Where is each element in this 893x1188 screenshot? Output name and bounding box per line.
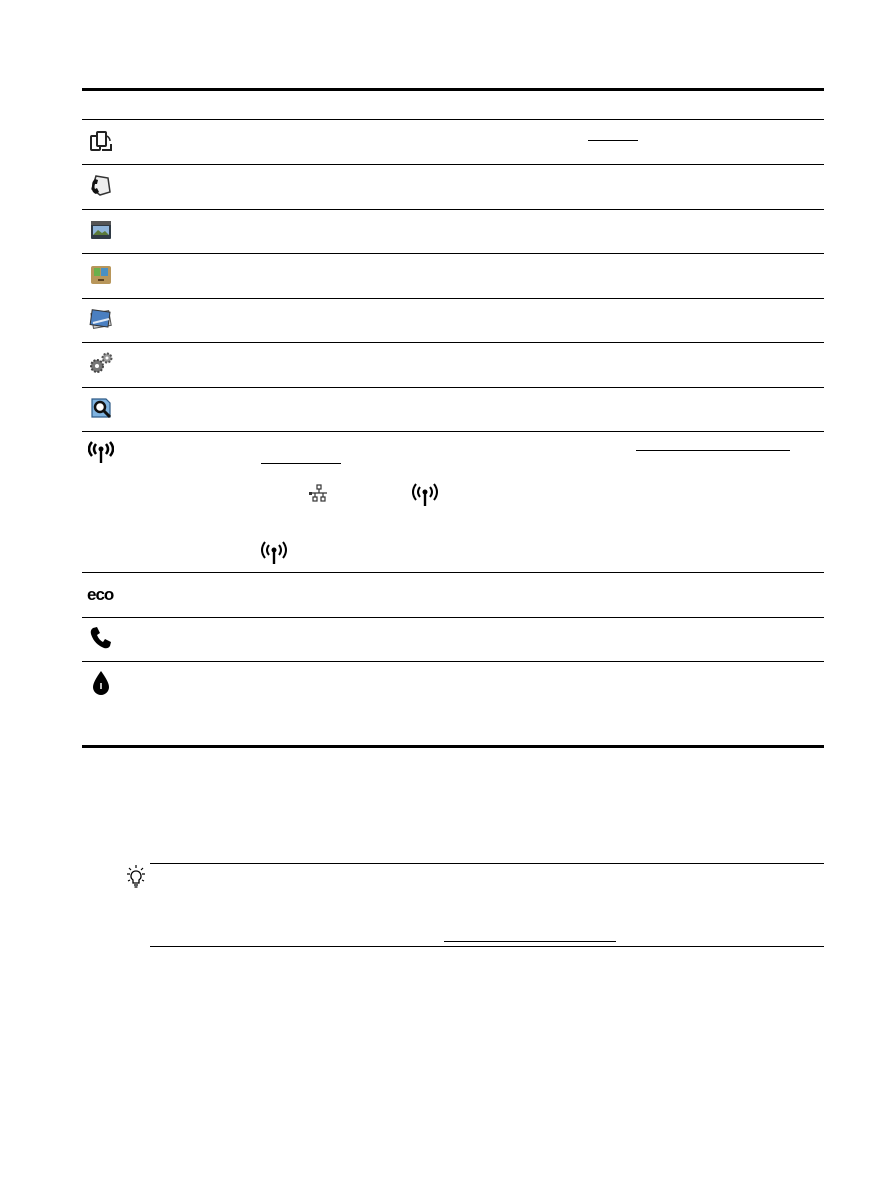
setup-gears-icon (88, 350, 114, 376)
row-divider (82, 342, 824, 343)
row-divider (82, 572, 824, 573)
row-divider (82, 298, 824, 299)
row-divider (82, 431, 824, 432)
eco-icon: eco (87, 585, 114, 604)
photo-icon (88, 306, 114, 332)
ethernet-network-icon (309, 484, 329, 502)
phone-icon (88, 625, 114, 651)
lightbulb-icon (124, 864, 148, 890)
apps-icon (88, 261, 114, 287)
row-divider (82, 164, 824, 165)
tip-top-rule (150, 863, 824, 864)
table-header-rule (82, 119, 824, 120)
wireless-direct-icon (88, 128, 114, 154)
wireless-inline-icon (410, 482, 440, 508)
scan-icon (88, 217, 114, 243)
help-search-icon (88, 395, 114, 421)
table-top-rule (82, 88, 824, 91)
wireless-icon (88, 440, 114, 466)
row-link-underline[interactable] (588, 140, 638, 141)
ink-drop-icon (88, 669, 114, 695)
row-divider (82, 661, 824, 662)
table-bottom-rule (82, 745, 824, 748)
wireless-link-underline[interactable] (636, 450, 790, 451)
tip-bottom-rule (150, 946, 824, 947)
wireless-link-underline-2[interactable] (261, 463, 341, 464)
row-divider (82, 209, 824, 210)
row-divider (82, 253, 824, 254)
row-divider (82, 387, 824, 388)
fax-icon (88, 172, 114, 198)
tip-link-underline[interactable] (444, 941, 616, 942)
row-divider (82, 617, 824, 618)
wireless-inline-icon-2 (259, 540, 289, 566)
